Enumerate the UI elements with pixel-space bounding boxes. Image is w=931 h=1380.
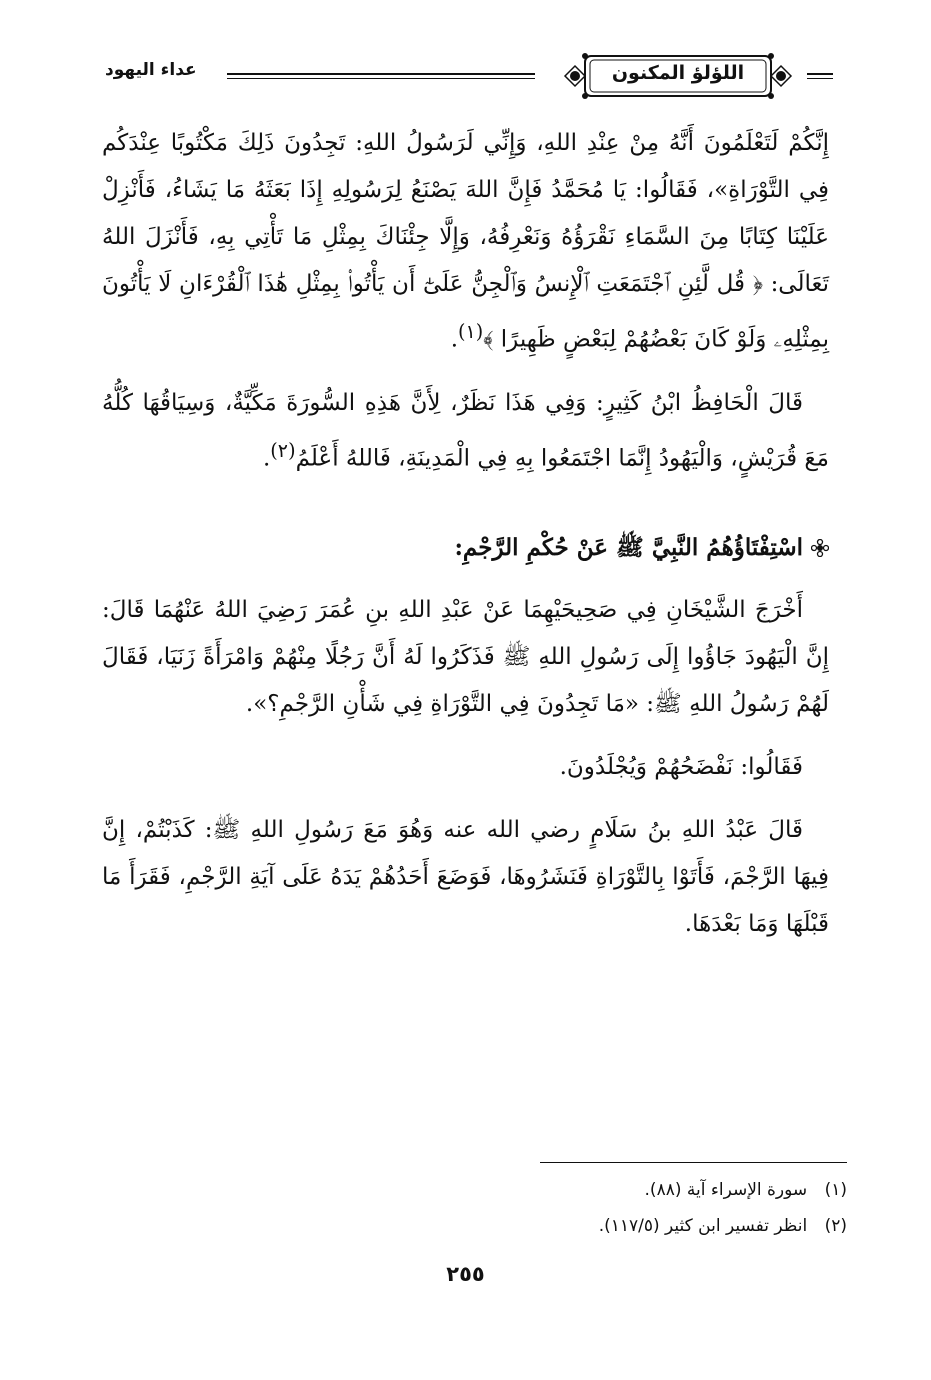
footnote-2-number: (٢): [824, 1216, 847, 1236]
page-number: ٢٥٥: [446, 1262, 485, 1286]
paragraph-3: أَخْرَجَ الشَّيْخَانِ فِي صَحِيحَيْهِمَا عَنْ عَبْدِ اللهِ بنِ عُمَرَ رَضِيَ اللهُ عَنْهُمَا قَالَ: إِنَّ الْيَهُودَ جَاؤُوا إِلَى رَسُولِ اللهِ ﷺ فَذَكَرُوا لَهُ أَنَّ رَجُلًا مِنْهُمْ وَامْرَأَةً زَنَيَا، فَقَالَ لَهُمْ رَسُولُ اللهِ ﷺ: «مَا تَجِدُونَ فِي التَّوْرَاةِ فِي شَأْنِ الرَّجْمِ؟».: [102, 597, 829, 718]
footnote-1-text: سورة الإسراء آية (٨٨).: [644, 1180, 808, 1200]
footnote-1: [347, 1172, 847, 1208]
paragraph-1-text: إِنَّكُمْ لَتَعْلَمُونَ أَنَّهُ مِنْ عِنْدِ اللهِ، وَإِنِّي لَرَسُولُ اللهِ: تَجِدُونَ ذَلِكَ مَكْتُوبًا عِنْدَكُم فِي التَّوْرَاةِ»، فَقَالُوا: يَا مُحَمَّدُ فَإِنَّ اللهَ يَصْنَعُ لِرَسُولِهِ إِذَا بَعَثَهُ مَا يَشَاءُ، فَأَنْزِلْ عَلَيْنَا كِتَابًا مِنَ السَّمَاءِ نَقْرَؤُهُ وَنَعْرِفُهُ، وَإِلَّا جِئْنَاكَ بِمِثْلِ مَا تَأْتِي بِهِ، فَأَنْزَلَ اللهُ تَعَالَى: ﴿ قُل لَّئِنِ ٱجْتَمَعَتِ ٱلْإِنسُ وَٱلْجِنُّ عَلَىٰٓ أَن يَأْتُوا۟ بِمِثْلِ هَٰذَا ٱلْقُرْءَانِ لَا يَأْتُونَ بِمِثْلِهِۦ وَلَوْ كَانَ بَعْضُهُمْ لِبَعْضٍ ظَهِيرًا ﴾: [102, 130, 829, 353]
footnote-ref-2: (٢): [270, 438, 296, 462]
page-body: [102, 120, 829, 948]
page-header: [95, 40, 833, 120]
book-title: اللؤلؤ المكنون: [611, 62, 745, 84]
footnote-2-text: انظر تفسير ابن كثير (١١٧/٥).: [598, 1216, 808, 1236]
paragraph-2-text: قَالَ الْحَافِظُ ابْنُ كَثِيرٍ: وَفِي هَذَا نَظَرٌ، لِأَنَّ هَذِهِ السُّورَةَ مَكِّيَّةٌ، وَسِيَاقُهَا كُلُّهُ مَعَ قُرَيْشٍ، وَالْيَهُودُ إِنَّمَا اجْتَمَعُوا بِهِ فِي الْمَدِينَةِ، فَاللهُ أَعْلَمُ: [102, 389, 829, 472]
paragraph-1: [102, 120, 829, 364]
footnote-separator: [540, 1162, 847, 1163]
footnote-1-number: (١): [824, 1180, 847, 1200]
book-title-cartouche: [563, 50, 793, 104]
flower-bullet-icon: [811, 539, 829, 557]
chapter-title: عداء اليهود: [105, 60, 197, 80]
paragraph-2-end: .: [262, 445, 271, 472]
header-rule-left: [227, 73, 535, 79]
paragraph-1-end: .: [450, 326, 458, 353]
paragraph-5: قَالَ عَبْدُ اللهِ بنُ سَلَامٍ رضي الله عنه وَهُوَ مَعَ رَسُولِ اللهِ ﷺ: كَذَبْتُمْ، إِنَّ فِيهَا الرَّجْمَ، فَأَتَوْا بِالتَّوْرَاةِ فَنَشَرُوهَا، فَوَضَعَ أَحَدُهُمْ يَدَهُ عَلَى آيَةِ الرَّجْمِ، فَقَرَأَ مَا قَبْلَهَا وَمَا بَعْدَهَا.: [102, 817, 829, 938]
paragraph-2: [102, 380, 829, 483]
paragraph-4: فَقَالُوا: نَفْضَحُهُمْ وَيُجْلَدُونَ.: [559, 754, 803, 781]
footnote-2: [347, 1208, 847, 1244]
header-rule-right: [807, 73, 833, 79]
section-heading-text: اسْتِفْتَاؤُهُمُ النَّبِيَّ ﷺ عَنْ حُكْمِ الرَّجْمِ:: [454, 534, 803, 562]
footnotes: [347, 1172, 847, 1244]
section-heading: [102, 524, 829, 571]
footnote-ref-1: (١): [458, 320, 484, 343]
